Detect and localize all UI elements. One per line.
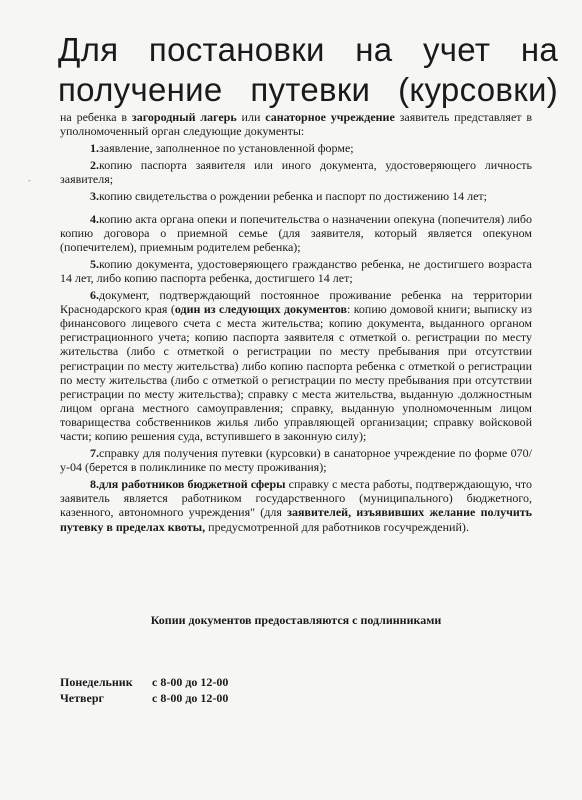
intro-text: на ребенка в [60, 110, 132, 124]
schedule-time: с 8-00 до 12-00 [152, 675, 229, 689]
item-text: справку для получения путевки (курсовки) в санаторное учреждение по форме 070/у-04 (берется в поликлинике по месту проживания); [60, 446, 532, 475]
schedule-time: с 8-00 до 12-00 [152, 691, 229, 705]
intro-paragraph [60, 110, 532, 138]
copies-note: Копии документов предоставляются с подлинниками [150, 613, 442, 627]
item-text: копию документа, удостоверяющего гражданство ребенка, не достигшего возраста 14 лет, либо копию паспорта ребенка, достигшего 14 лет; [60, 256, 532, 285]
intro-bold-camp: загородный лагерь [131, 110, 237, 124]
list-item-5 [60, 257, 532, 285]
scan-speck: - [28, 176, 31, 185]
intro-text: заявитель представляет в уполномоченный орган следующие документы: [60, 110, 533, 139]
item-text: документ, подтверждающий постоянное проживание ребенка на территории Краснодарского края ( [60, 288, 532, 317]
schedule-day: Понедельник [60, 675, 133, 689]
item-number: 8. [90, 477, 99, 492]
intro-bold-sanatorium: санаторное учреждение [265, 110, 395, 124]
item-bold-text: заявителей, изъявивших желание получить путевку в пределах квоты, [60, 505, 532, 534]
list-item-7 [60, 446, 532, 474]
item-text: : копию домовой книги; выписку из финансового лицевого счета с места жительства; копию документа, выданного органом регистрационного учета; копию паспорта заявителя с отметкой о. регистрации по месту жительства (либо с отметкой о регистрации по месту пребывания при отсутствии регистрации по месту жительства) либо копию паспорта ребенка с отметкой о регистрации по месту жительства (либо с отметкой о регистрации по месту пребывания при отсутствии регистрации по месту жительства); справку с места жительства, выданную .должностным лицом органа местного самоуправления; справку, выданную уполномоченным лицом товарищества собственников жилья либо управляющей организации; справку войсковой части; копию решения суда, вступившего в законную силу); [60, 302, 532, 443]
item-number: 5. [90, 256, 99, 271]
list-item-4 [60, 212, 532, 254]
intro-text: или [236, 110, 266, 124]
item-text: копию свидетельства о рождении ребенка и паспорт по достижению 14 лет; [99, 189, 487, 204]
schedule-row [60, 691, 228, 707]
list-item-6 [60, 288, 532, 443]
title-line-1: Для постановки на учет на [58, 31, 558, 68]
item-number: 1. [90, 141, 99, 156]
item-number: 7. [90, 446, 99, 461]
list-item-2 [60, 158, 532, 186]
item-number: 2. [90, 158, 99, 173]
item-number: 4. [90, 211, 99, 226]
item-number: 6. [90, 288, 99, 303]
item-text: копию акта органа опеки и попечительства о назначении опекуна (попечителя) либо копию договора о приемной семье (для заявителя, который является опекуном (попечителем), приемным родителем ребенка); [60, 211, 532, 254]
item-number: 3. [90, 189, 99, 204]
list-item-3 [60, 189, 532, 203]
item-bold-text: один из следующих документов [174, 302, 347, 317]
title-line-2: получение путевки (курсовки) [58, 71, 558, 108]
item-text: копию паспорта заявителя или иного документа, удостоверяющего личность заявителя; [60, 158, 532, 187]
item-bold-text: для работников бюджетной сферы [99, 477, 286, 492]
list-item-8 [60, 477, 532, 533]
page-title [58, 30, 558, 110]
list-item-1 [60, 141, 532, 155]
document-body [60, 110, 532, 534]
schedule-day: Четверг [60, 691, 104, 705]
item-text: справку с места работы, подтверждающую, что заявитель является работником государственного (муниципального) бюджетного, казенного, автономного учреждения" (для [60, 477, 532, 520]
item-text: заявление, заполненное по установленной форме; [99, 141, 354, 156]
item-text: предусмотренной для работников госучреждений). [205, 519, 469, 534]
schedule-row [60, 675, 228, 691]
schedule [60, 675, 228, 707]
